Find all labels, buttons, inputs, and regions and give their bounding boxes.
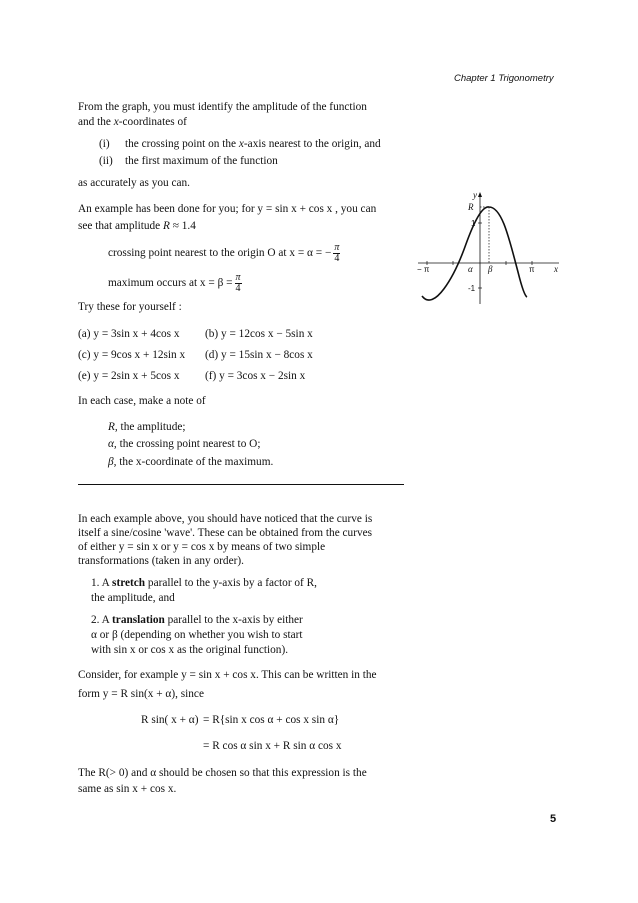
crossing-point-line: crossing point nearest to the origin O at x = α = − $\frac{\pi}{4}$ bbox=[108, 241, 340, 264]
equation-1-lhs: R sin( x + α) bbox=[141, 714, 199, 726]
intro-line-2: and the x-coordinates of bbox=[78, 116, 187, 128]
transform-step-1-line-2: the amplitude, and bbox=[91, 592, 175, 604]
intro-closing: as accurately as you can. bbox=[78, 177, 190, 189]
sine-graph bbox=[414, 188, 564, 308]
y-axis-label: y bbox=[473, 190, 477, 200]
note-intro: In each case, make a note of bbox=[78, 395, 206, 407]
y-axis-arrow-icon bbox=[478, 192, 482, 197]
exercise-d: (d) y = 15sin x − 8cos x bbox=[205, 349, 313, 361]
exercise-f: (f) y = 3cos x − 2sin x bbox=[205, 370, 306, 382]
transform-para-1: In each example above, you should have noticed that the curve is bbox=[78, 513, 373, 525]
intro-line-1: From the graph, you must identify the amplitude of the function bbox=[78, 101, 367, 113]
consider-line-2: form y = R sin(x + α), since bbox=[78, 688, 204, 700]
exercise-c: (c) y = 9cos x + 12sin x bbox=[78, 349, 186, 361]
chapter-header: Chapter 1 Trigonometry bbox=[454, 73, 554, 84]
page-number: 5 bbox=[550, 813, 557, 825]
alpha-label: α bbox=[468, 264, 473, 274]
transform-para-3: of either y = sin x or y = cos x by means of two simple bbox=[78, 541, 326, 553]
note-maximum: β, the x-coordinate of the maximum. bbox=[108, 456, 274, 468]
exercise-a: (a) y = 3sin x + 4cos x bbox=[78, 328, 180, 340]
y-tick-label-neg1: -1 bbox=[468, 284, 476, 293]
x-tick-label-neg-pi: − π bbox=[417, 265, 430, 274]
y-tick-label-1: 1 bbox=[471, 219, 476, 228]
equation-1-rhs: = R{sin x cos α + cos x sin α} bbox=[203, 714, 340, 726]
x-tick-label-pi: π bbox=[529, 265, 535, 274]
transform-para-4: transformations (taken in any order). bbox=[78, 555, 244, 567]
transform-step-2: 2. A translation parallel to the x-axis by either bbox=[91, 614, 303, 626]
transform-para-2: itself a sine/cosine 'wave'. These can be obtained from the curves bbox=[78, 527, 373, 539]
equation-2-rhs: = R cos α sin x + R sin α cos x bbox=[203, 740, 342, 752]
section-divider bbox=[78, 484, 404, 485]
transform-step-2-line-3: with sin x or cos x as the original function). bbox=[91, 644, 289, 656]
note-crossing: α, the crossing point nearest to O; bbox=[108, 438, 261, 450]
crossing-fraction: $\frac{\pi}{4}$ bbox=[334, 241, 340, 264]
beta-label: β bbox=[488, 264, 493, 274]
transform-step-2-line-2: α or β (depending on whether you wish to start bbox=[91, 629, 303, 641]
maximum-line: maximum occurs at x = β = $\frac{\pi}{4}$ bbox=[108, 271, 241, 294]
x-axis-label: x bbox=[554, 264, 558, 274]
amplitude-label: R bbox=[468, 202, 474, 212]
example-line-2: see that amplitude R ≈ 1.4 bbox=[78, 220, 196, 232]
intro-item-2: (ii) the first maximum of the function bbox=[99, 155, 278, 167]
example-line-1: An example has been done for you; for y = sin x + cos x , you can bbox=[78, 203, 377, 215]
exercises-intro: Try these for yourself : bbox=[78, 301, 182, 313]
transform-step-1: 1. A stretch parallel to the y-axis by a factor of R, bbox=[91, 577, 317, 589]
maximum-fraction: $\frac{\pi}{4}$ bbox=[235, 271, 241, 294]
exercise-e: (e) y = 2sin x + 5cos x bbox=[78, 370, 180, 382]
consider-line-1: Consider, for example y = sin x + cos x. This can be written in the bbox=[78, 669, 377, 681]
exercise-b: (b) y = 12cos x − 5sin x bbox=[205, 328, 313, 340]
note-amplitude: R, the amplitude; bbox=[108, 421, 186, 433]
intro-item-1: (i) the crossing point on the x-axis nearest to the origin, and bbox=[99, 138, 381, 150]
final-line-2: same as sin x + cos x. bbox=[78, 783, 177, 795]
final-line-1: The R(> 0) and α should be chosen so that this expression is the bbox=[78, 767, 367, 779]
